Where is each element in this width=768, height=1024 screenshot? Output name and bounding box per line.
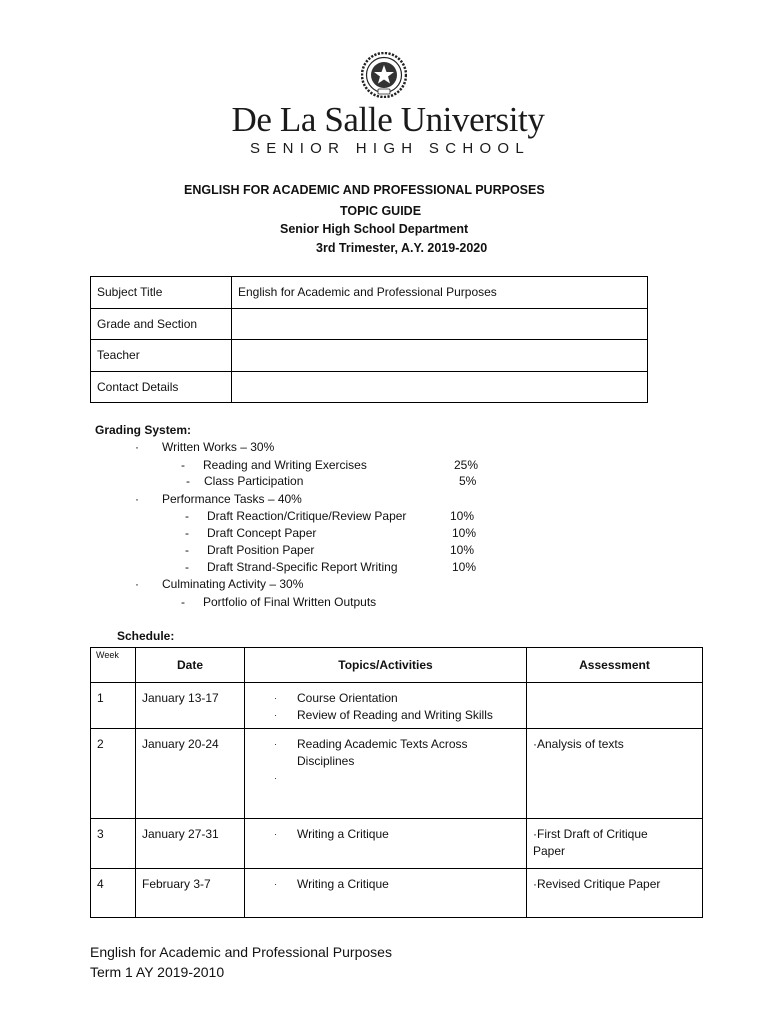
topic-text: Writing a Critique [297,877,389,891]
info-value [232,308,648,340]
grading-item-label: Reading and Writing Exercises [203,458,367,472]
grading-group-label: Culminating Activity – 30% [162,577,304,591]
grading-item-label: Class Participation [204,474,304,488]
dash-icon: - [186,474,190,488]
grading-item-label: Draft Position Paper [207,543,315,557]
week-cell: 1 [91,683,136,729]
column-header-topics: Topics/Activities [245,648,527,683]
week-cell: 3 [91,819,136,869]
info-value: English for Academic and Professional Purposes [232,277,648,309]
course-title: ENGLISH FOR ACADEMIC AND PROFESSIONAL PURPOSES [184,183,545,197]
column-header-assessment: Assessment [527,648,703,683]
grading-group-label: Written Works – 30% [162,440,275,454]
date-cell: January 27-31 [136,819,245,869]
assessment-cell: ·First Draft of Critique Paper [527,819,703,869]
grading-item-label: Draft Strand-Specific Report Writing [207,560,398,574]
grading-item-pct: 5% [459,474,477,488]
table-row [91,729,703,819]
university-name: De La Salle University [231,100,545,139]
university-seal-logo [361,52,407,98]
schedule-table [90,647,703,918]
topic-item [251,736,520,770]
grading-item-label: Draft Reaction/Critique/Review Paper [207,509,407,523]
grading-item-pct: 25% [454,458,479,472]
topics-cell [245,819,527,869]
info-value [232,371,648,403]
date-cell: January 13-17 [136,683,245,729]
table-header-row [91,648,703,683]
topic-item [251,690,520,707]
school-name: SENIOR HIGH SCHOOL [249,140,531,157]
term-title: 3rd Trimester, A.Y. 2019-2020 [316,241,488,255]
topic-item [251,707,520,724]
grading-system-title: Grading System: [95,423,192,437]
page-footer [90,942,392,982]
assessment-cell: ·Analysis of texts [527,729,703,819]
topic-text: Review of Reading and Writing Skills [297,708,493,722]
department-title: Senior High School Department [280,222,469,236]
topics-cell [245,729,527,819]
topic-text: Writing a Critique [297,827,389,841]
column-header-week: Week [91,648,136,683]
week-cell: 2 [91,729,136,819]
table-row [91,371,648,403]
table-row [91,819,703,869]
assessment-cell: ·Revised Critique Paper [527,869,703,918]
topics-cell [245,683,527,729]
dash-icon: - [185,509,189,523]
dash-icon: - [181,595,185,609]
info-label: Teacher [91,340,232,372]
table-row [91,308,648,340]
dash-icon: - [185,526,189,540]
info-label: Contact Details [91,371,232,403]
table-row [91,340,648,372]
week-cell: 4 [91,869,136,918]
dash-icon: - [181,458,185,472]
topic-text: Course Orientation [297,691,398,705]
topics-cell [245,869,527,918]
info-label: Subject Title [91,277,232,309]
grading-item-label: Portfolio of Final Written Outputs [203,595,377,609]
footer-line-1: English for Academic and Professional Purposes [90,944,392,960]
subject-info-table [90,276,648,403]
grading-group-label: Performance Tasks – 40% [162,492,302,506]
bullet-icon: · [274,773,277,783]
assessment-cell [527,683,703,729]
grading-item-pct: 10% [452,526,477,540]
info-value [232,340,648,372]
date-cell: January 20-24 [136,729,245,819]
grading-item-pct: 10% [450,509,475,523]
topic-text: Reading Academic Texts Across Disciplines [297,737,468,768]
bullet-icon: · [274,879,277,889]
bullet-icon: · [135,440,139,454]
column-header-date: Date [136,648,245,683]
grading-item-label: Draft Concept Paper [207,526,317,540]
bullet-icon: · [135,492,139,506]
date-cell: February 3-7 [136,869,245,918]
dash-icon: - [185,543,189,557]
footer-line-2: Term 1 AY 2019-2010 [90,964,225,980]
bullet-icon: · [274,710,277,720]
dash-icon: - [185,560,189,574]
table-row [91,277,648,309]
schedule-title: Schedule: [117,629,175,643]
bullet-icon: · [274,829,277,839]
topic-guide-title: TOPIC GUIDE [340,204,422,218]
bullet-icon: · [274,739,277,749]
grading-item-pct: 10% [450,543,475,557]
bullet-icon: · [135,577,139,591]
topic-item [251,826,520,843]
table-row [91,683,703,729]
table-row [91,869,703,918]
info-label: Grade and Section [91,308,232,340]
bullet-icon: · [274,693,277,703]
topic-item [251,770,520,787]
topic-item [251,876,520,893]
grading-item-pct: 10% [452,560,477,574]
